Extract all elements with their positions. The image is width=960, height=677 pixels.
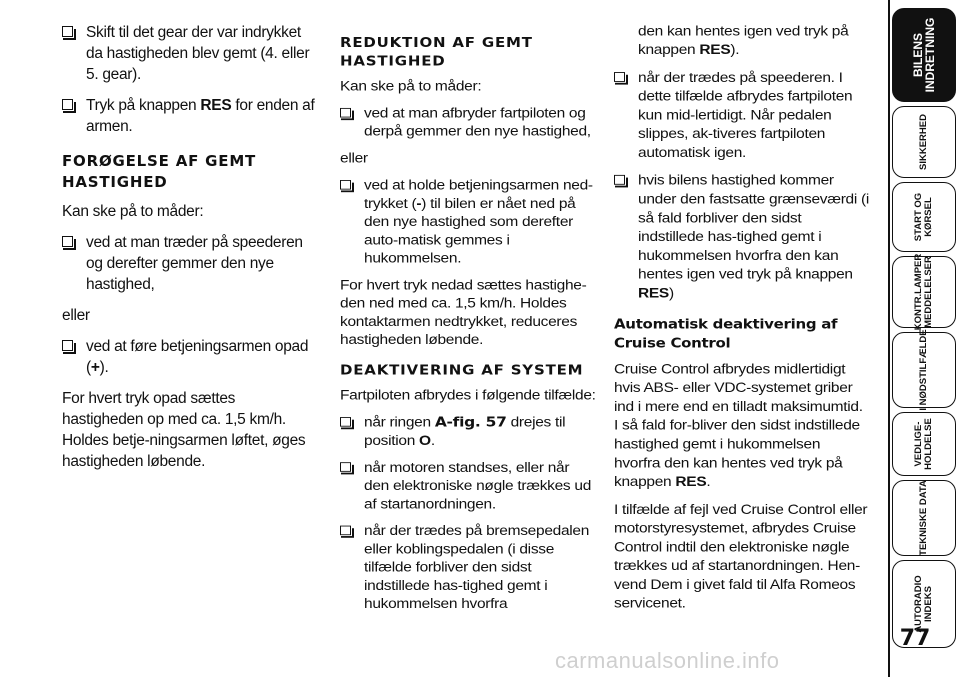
- chapter-tab[interactable]: [892, 329, 956, 411]
- chapter-tabs: [888, 0, 960, 677]
- text-run: REDUKTION AF GEMT HASTIGHED: [340, 35, 533, 69]
- section-heading: [340, 362, 598, 380]
- chapter-tab-label: AUTORADIO INDEKS: [913, 575, 934, 633]
- text-run: når motoren standses, eller når den elektroniske nøgle trækkes ud af startanordningen.: [364, 460, 592, 512]
- chapter-tab[interactable]: [892, 412, 956, 476]
- chapter-tab-label: VEDLIGE- HOLDELSE: [913, 418, 934, 470]
- text-run: den kan hentes igen ved tryk på knappen: [638, 23, 849, 58]
- text-run: Automatisk deaktivering af Cruise Control: [614, 316, 838, 352]
- checkbox-bullet-icon: [62, 236, 73, 247]
- text-run: I tilfælde af fejl ved Cruise Control eller motorstyresystemet, afbrydes Cruise Control indtil den elektroniske nøgle trækkes ud af startanordningen. Hen-vend Dem i givet fald til Alfa Romeos servicenet.: [614, 502, 868, 612]
- text-run: For hvert tryk opad sættes hastigheden op med ca. 1,5 km/h. Holdes betje-ningsarmen løftet, øges hastigheden løbende.: [62, 390, 306, 470]
- text-run: For hvert tryk nedad sættes hastighe-den ned med ca. 1,5 km/h. Holdes kontaktarmen nedtrykket, reduceres hastigheden løbende.: [340, 278, 587, 348]
- chapter-tab-label: BILENS INDRETNING: [911, 17, 937, 93]
- text-run: Kan ske på to måder:: [62, 203, 204, 220]
- keyword: RES: [675, 474, 707, 490]
- text-run: ) til bilen er nået ned på den nye hastighed som derefter auto-matisk gemmes i hukommelsen.: [364, 196, 576, 266]
- text-run: eller: [340, 151, 368, 167]
- paragraph: [340, 387, 598, 405]
- keyword: O: [419, 433, 431, 449]
- text-run: ved at føre betjeningsarmen opad (: [86, 338, 309, 376]
- section-heading: [62, 151, 320, 193]
- checkbox-bullet-icon: [614, 175, 625, 185]
- bullet-item: [340, 522, 598, 613]
- paragraph: [340, 78, 598, 96]
- bullet-item: [62, 22, 320, 85]
- checkbox-bullet-icon: [62, 340, 73, 351]
- text-run: ).: [99, 359, 109, 376]
- bullet-item: [62, 336, 320, 378]
- text-run: Skift til det gear der var indrykket da hastigheden blev gemt (4. eller 5. gear).: [86, 24, 310, 83]
- chapter-tab[interactable]: [892, 182, 956, 252]
- text-run: drejes til position: [364, 415, 566, 449]
- text-run: Tryk på knappen: [86, 97, 201, 114]
- paragraph: [62, 305, 320, 326]
- chapter-tab[interactable]: [892, 8, 956, 102]
- chapter-tab-label: TEKNISKE DATA: [918, 480, 929, 556]
- paragraph: [340, 276, 598, 349]
- chapter-tab-label: I NØDSTILFÆLDE: [918, 329, 929, 411]
- bullet-item: [614, 68, 870, 162]
- bullet-item: [62, 232, 320, 295]
- text-column-3: [614, 22, 870, 622]
- checkbox-bullet-icon: [340, 462, 351, 472]
- chapter-tab-label: START OG KØRSEL: [913, 192, 934, 242]
- text-run: når der trædes på speederen. I dette tilfælde afbrydes fartpiloten kun mid-lertidigt. Når pedalen slippes, ak-tiveres fartpiloten automatisk igen.: [638, 70, 853, 161]
- paragraph: [62, 201, 320, 222]
- figure-reference: A-fig. 57: [434, 414, 507, 431]
- checkbox-bullet-icon: [62, 99, 73, 110]
- section-heading: [340, 34, 598, 70]
- checkbox-bullet-icon: [340, 180, 351, 190]
- page-number: 77: [899, 626, 931, 651]
- checkbox-bullet-icon: [340, 526, 351, 536]
- chapter-tab[interactable]: [892, 480, 956, 556]
- text-column-2: [340, 22, 598, 622]
- text-run: ved at holde betjeningsarmen ned-trykket (: [364, 178, 593, 212]
- text-run: DEAKTIVERING AF SYSTEM: [340, 362, 584, 379]
- chapter-tab-label: SIKKERHED: [918, 114, 929, 170]
- keyword: -: [416, 196, 422, 212]
- text-run: .: [430, 433, 435, 449]
- text-run: .: [706, 474, 711, 490]
- paragraph: [614, 360, 870, 491]
- bullet-item: [62, 95, 320, 137]
- bullet-item: [340, 104, 598, 140]
- bullet-item: [340, 459, 598, 514]
- chapter-tab[interactable]: [892, 253, 956, 331]
- text-run: når ringen: [364, 415, 435, 431]
- text-run: når der trædes på bremsepedalen eller koblingspedalen (i disse tilfælde forbliver den sidst indstillede has-tighed gemt i hukommelsen hvorfra: [364, 523, 590, 612]
- text-run: ved at man afbryder fartpiloten og derpå gemmer den nye hastighed,: [364, 106, 591, 140]
- checkbox-bullet-icon: [614, 72, 625, 82]
- text-run: hvis bilens hastighed kommer under den fastsatte grænseværdi (i så fald forbliver den sidst indstillede has-tighed gemt i hukommelsen hvorfra den kan hentes igen ved tryk på knappen: [638, 173, 870, 283]
- keyword: RES: [638, 285, 669, 301]
- text-run: ): [668, 285, 674, 301]
- section-heading: [614, 315, 870, 353]
- keyword: RES: [200, 97, 232, 114]
- bullet-item: [340, 177, 598, 268]
- checkbox-bullet-icon: [62, 26, 73, 37]
- text-run: Kan ske på to måder:: [340, 79, 482, 95]
- text-run: eller: [62, 307, 90, 324]
- bullet-continuation: [614, 22, 870, 60]
- text-run: FORØGELSE AF GEMT HASTIGHED: [62, 152, 257, 191]
- text-column-1: [62, 22, 320, 482]
- text-run: ).: [730, 42, 740, 58]
- text-run: for enden af armen.: [86, 97, 315, 135]
- keyword: +: [90, 359, 100, 376]
- checkbox-bullet-icon: [340, 108, 351, 118]
- bullet-item: [340, 414, 598, 450]
- keyword: RES: [699, 42, 731, 58]
- text-run: Cruise Control afbrydes midlertidigt hvis ABS- eller VDC-systemet griber ind i mere end en tilladt maksimumtid. I så fald for-bliver den sidst indstillede hastighed gemt i hukommelsen hvorfra den kan hentes ved tryk på knappen: [614, 361, 863, 490]
- paragraph: [340, 150, 598, 168]
- text-run: Fartpiloten afbrydes i følgende tilfælde:: [340, 388, 596, 404]
- watermark: carmanualsonline.info: [555, 648, 780, 673]
- checkbox-bullet-icon: [340, 417, 351, 427]
- chapter-tab-label: KONTR.LAMPER MEDDELELSER: [913, 253, 934, 331]
- chapter-tab[interactable]: [892, 106, 956, 178]
- paragraph: [62, 388, 320, 472]
- paragraph: [614, 500, 870, 613]
- text-run: ved at man træder på speederen og derefter gemmer den nye hastighed,: [86, 234, 303, 293]
- bullet-item: [614, 171, 870, 302]
